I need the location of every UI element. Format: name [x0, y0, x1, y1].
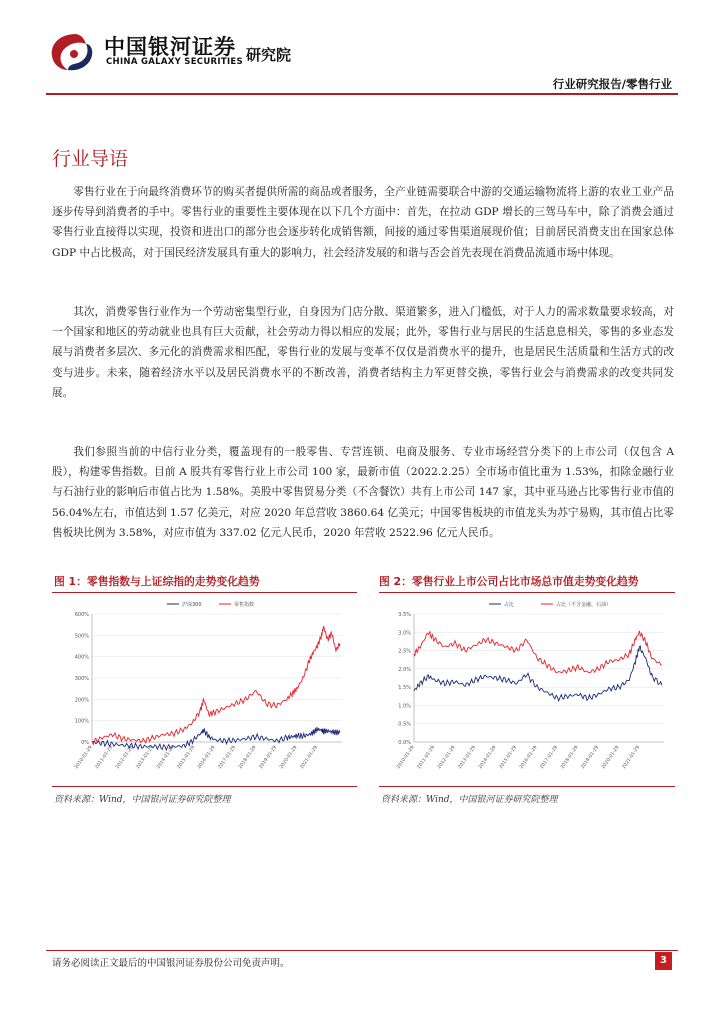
x-tick-label: 2016-01-29: [197, 745, 217, 771]
y-tick-label: 3.5%: [398, 612, 411, 618]
x-tick-label: 2011-01-29: [94, 745, 115, 771]
x-tick-label: 2012-01-29: [115, 745, 135, 771]
figure-1-top-rule: [52, 592, 357, 593]
x-tick-label: 2021-01-29: [299, 745, 320, 771]
figure-1-bottom-rule: [52, 786, 357, 787]
figure-1-source: 资料来源：Wind，中国银河证券研究院整理: [54, 795, 231, 805]
y-tick-label: 0%: [81, 740, 89, 746]
legend-label: 占比（不含金融、石油）: [556, 602, 612, 608]
x-tick-label: 2019-01-29: [258, 745, 279, 771]
series-line-b: [414, 631, 662, 673]
y-tick-label: 100%: [74, 718, 89, 725]
chart-retail-vs-index: [60, 596, 350, 782]
series-line-b: [92, 626, 340, 744]
x-tick-label: 2014-01-29: [156, 745, 176, 771]
legend-label: 沪深300: [182, 602, 202, 608]
x-tick-label: 2013-01-29: [135, 745, 156, 771]
y-tick-label: 2.0%: [398, 666, 411, 673]
chart-retail-market-share: [382, 596, 672, 782]
x-tick-label: 2011-01-29: [416, 745, 437, 771]
x-tick-label: 2020-01-29: [601, 745, 621, 771]
y-tick-label: 0.0%: [398, 740, 411, 746]
legend-label: 零售指数: [234, 602, 255, 608]
x-tick-label: 2018-01-29: [238, 745, 258, 771]
y-tick-label: 200%: [74, 697, 89, 704]
paragraph-index: 我们参照当前的中信行业分类，覆盖现有的一般零售、专营连锁、电商及服务、专业市场经营分类下的上市公司（仅包含 A 股），构建零售指数。目前 A 股共有零售行业上市公司 100 家，最新市值（2022.2.25）全市场市值比重为 1.53%，扣除金融行业与石油行业的影响后市值占比为 1.58%。美股中零售贸易分类（不含餐饮）共有上市公司 147 家，其中亚马逊占比零售行业市值的 56.04%左右，市值达到 1.57 亿美元，对应 2020 年总营收 3860.64 亿美元；中国零售板块的市值龙头为苏宁易购，其市值占比零售板块比例为 3.58%，对应市值为 337.02 亿元人民币，2020 年营收 2522.96 亿元人民币。: [52, 446, 674, 539]
galaxy-logo-icon: [46, 30, 102, 74]
company-name-en: CHINA GALAXY SECURITIES: [106, 57, 243, 67]
x-tick-label: 2013-01-29: [457, 745, 478, 771]
x-tick-label: 2010-01-29: [74, 745, 94, 771]
footer-divider: [46, 950, 678, 951]
y-tick-label: 300%: [74, 676, 89, 682]
institute-label: 研究院: [246, 46, 292, 64]
y-tick-label: 600%: [74, 612, 89, 618]
section-title: 行业导语: [52, 148, 129, 170]
paragraph-labor: 其次，消费零售行业作为一个劳动密集型行业，自身因为门店分散、渠道繁多，进入门槛低，对于人力的需求数量要求较高，对一个国家和地区的劳动就业也具有巨大贡献，社会劳动力得以相应的发展；此外，零售行业与居民的生活息息相关，零售的多业态发展与消费者多层次、多元化的消费需求相匹配，零售行业的发展与变革不仅仅是消费水平的提升，也是居民生活质量和生活方式的改变与进步。未来，随着经济水平以及居民消费水平的不断改善，消费者结构主力军更替交换，零售行业会与消费需求的改变共同发展。: [52, 306, 674, 399]
header-divider: [46, 93, 678, 95]
x-tick-label: 2015-01-29: [498, 745, 519, 771]
x-tick-label: 2020-01-29: [279, 745, 299, 771]
x-tick-label: 2017-01-29: [539, 745, 560, 771]
figure-1-title: 图 1：零售指数与上证综指的走势变化趋势: [54, 575, 260, 588]
x-tick-label: 2012-01-29: [437, 745, 457, 771]
x-tick-label: 2015-01-29: [176, 745, 197, 771]
figure-2-title: 图 2：零售行业上市公司占比市场总市值走势变化趋势: [379, 575, 639, 588]
y-tick-label: 400%: [74, 654, 89, 661]
x-tick-label: 2010-01-29: [396, 745, 416, 771]
paragraph-intro: 零售行业在于向最终消费环节的购买者提供所需的商品或者服务，全产业链需要联合中游的交通运输物流将上游的农业工业产品逐步传导到消费者的手中。零售行业的重要性主要体现在以下几个方面中：首先，在拉动 GDP 增长的三驾马车中，除了消费会通过零售行业直接得以实现，投资和进出口的部分也会逐步转化成销售额，间接的通过零售渠道展现价值；目前居民消费支出在国家总体 GDP 中占比极高，对于国民经济发展具有重大的影响力，社会经济发展的和谐与否会首先表现在消费品流通市场中体现。: [52, 186, 674, 259]
x-tick-label: 2016-01-29: [519, 745, 539, 771]
footer-disclaimer: 请务必阅读正文最后的中国银河证券股份公司免责声明。: [52, 958, 290, 969]
x-tick-label: 2017-01-29: [217, 745, 238, 771]
figure-2-top-rule: [379, 592, 675, 593]
figure-2-source: 资料来源：Wind，中国银河证券研究院整理: [381, 795, 558, 805]
figure-2-bottom-rule: [379, 786, 675, 787]
y-tick-label: 1.5%: [398, 685, 411, 692]
legend-label: 占比: [504, 602, 515, 608]
y-tick-label: 2.5%: [398, 648, 411, 655]
report-category-tag: 行业研究报告/零售行业: [552, 77, 672, 91]
y-tick-label: 3.0%: [398, 630, 411, 637]
y-tick-label: 500%: [74, 633, 89, 640]
company-name-cn: 中国银河证券: [104, 35, 236, 59]
x-tick-label: 2021-01-29: [621, 745, 642, 771]
y-tick-label: 0.5%: [398, 721, 411, 728]
x-tick-label: 2014-01-29: [478, 745, 498, 771]
y-tick-label: 1.0%: [398, 703, 411, 710]
x-tick-label: 2018-01-29: [560, 745, 580, 771]
page-number: 3: [655, 952, 672, 970]
x-tick-label: 2019-01-29: [580, 745, 601, 771]
